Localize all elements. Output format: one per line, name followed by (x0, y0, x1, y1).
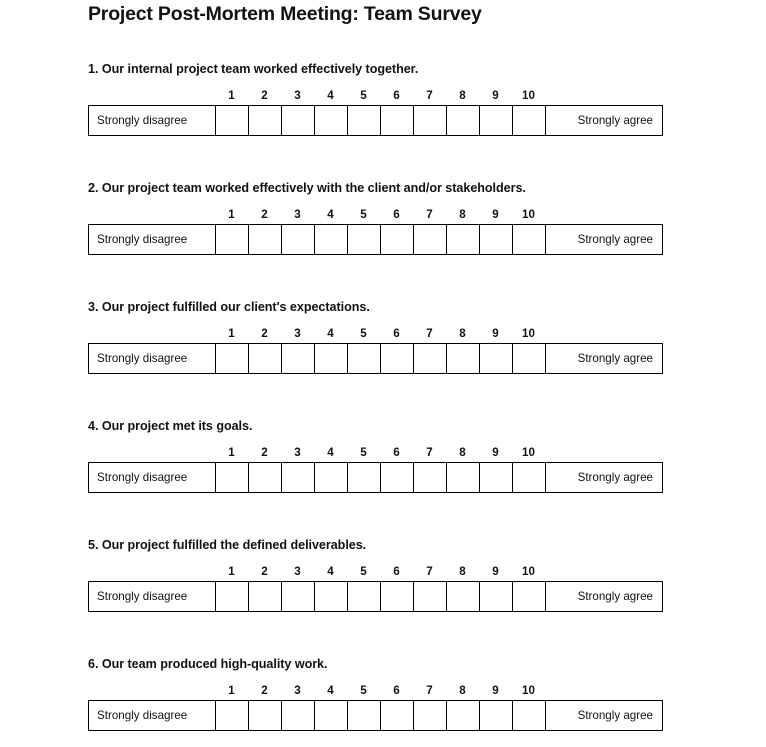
scale-number-label: 2 (261, 446, 268, 459)
question-text: 4. Our project met its goals. (88, 419, 253, 433)
rating-checkbox-cell-7[interactable] (414, 225, 447, 254)
scale-number-label: 1 (228, 327, 235, 340)
rating-checkbox-cell-6[interactable] (381, 701, 414, 730)
scale-number-label: 9 (492, 327, 499, 340)
rating-checkbox-cell-4[interactable] (315, 701, 348, 730)
scale-number-label: 1 (228, 89, 235, 102)
scale-number-label: 6 (393, 684, 400, 697)
scale-number-label: 5 (360, 446, 367, 459)
rating-checkbox-cell-8[interactable] (447, 701, 480, 730)
scale-number-label: 3 (294, 89, 301, 102)
scale-number-label: 6 (393, 446, 400, 459)
scale-number-label: 3 (294, 327, 301, 340)
likert-scale-row (88, 343, 663, 374)
scale-number-label: 10 (522, 89, 535, 102)
rating-checkbox-cell-2[interactable] (249, 463, 282, 492)
scale-number-label: 9 (492, 446, 499, 459)
rating-checkbox-cell-9[interactable] (480, 106, 513, 135)
rating-checkbox-cell-3[interactable] (282, 344, 315, 373)
rating-checkbox-cell-10[interactable] (513, 106, 546, 135)
rating-checkbox-cell-10[interactable] (513, 463, 546, 492)
scale-number-label: 2 (261, 565, 268, 578)
scale-number-label: 2 (261, 208, 268, 221)
question-text: 6. Our team produced high-quality work. (88, 657, 328, 671)
rating-checkbox-cell-3[interactable] (282, 106, 315, 135)
scale-number-label: 9 (492, 89, 499, 102)
rating-checkbox-cell-8[interactable] (447, 463, 480, 492)
strongly-agree-label: Strongly agree (577, 709, 653, 722)
rating-checkbox-cell-2[interactable] (249, 225, 282, 254)
rating-checkbox-cell-2[interactable] (249, 701, 282, 730)
rating-checkbox-cell-3[interactable] (282, 463, 315, 492)
scale-number-label: 3 (294, 684, 301, 697)
rating-checkbox-cell-2[interactable] (249, 344, 282, 373)
rating-checkbox-cell-3[interactable] (282, 582, 315, 611)
question-block (88, 61, 664, 136)
scale-number-label: 8 (459, 565, 466, 578)
question-block (88, 418, 664, 493)
scale-number-label: 5 (360, 684, 367, 697)
scale-number-label: 2 (261, 684, 268, 697)
question-block (88, 299, 664, 374)
likert-scale-row (88, 700, 663, 731)
scale-number-label: 4 (327, 208, 334, 221)
scale-number-label: 6 (393, 89, 400, 102)
rating-checkbox-cell-2[interactable] (249, 106, 282, 135)
scale-number-label: 3 (294, 565, 301, 578)
scale-number-label: 8 (459, 208, 466, 221)
scale-number-label: 6 (393, 565, 400, 578)
rating-checkbox-cell-1[interactable] (216, 701, 249, 730)
scale-number-row (88, 325, 664, 342)
scale-number-row (88, 444, 664, 461)
question-block (88, 656, 664, 731)
strongly-agree-label: Strongly agree (577, 352, 653, 365)
rating-checkbox-cell-6[interactable] (381, 582, 414, 611)
rating-checkbox-cell-7[interactable] (414, 463, 447, 492)
scale-number-label: 10 (522, 446, 535, 459)
rating-checkbox-cell-6[interactable] (381, 344, 414, 373)
scale-number-label: 10 (522, 208, 535, 221)
scale-number-label: 9 (492, 208, 499, 221)
rating-checkbox-cell-7[interactable] (414, 344, 447, 373)
rating-checkbox-cell-2[interactable] (249, 582, 282, 611)
likert-scale-row (88, 462, 663, 493)
page-title: Project Post-Mortem Meeting: Team Survey (88, 3, 482, 25)
strongly-disagree-label: Strongly disagree (89, 344, 216, 373)
scale-number-label: 6 (393, 327, 400, 340)
rating-checkbox-cell-10[interactable] (513, 701, 546, 730)
rating-checkbox-cell-1[interactable] (216, 106, 249, 135)
rating-checkbox-cell-8[interactable] (447, 582, 480, 611)
rating-checkbox-cell-9[interactable] (480, 344, 513, 373)
scale-number-label: 7 (426, 208, 433, 221)
rating-checkbox-cell-4[interactable] (315, 582, 348, 611)
scale-number-label: 5 (360, 565, 367, 578)
rating-checkbox-cell-8[interactable] (447, 106, 480, 135)
rating-checkbox-cell-8[interactable] (447, 344, 480, 373)
rating-checkbox-cell-4[interactable] (315, 106, 348, 135)
rating-checkbox-cell-5[interactable] (348, 582, 381, 611)
scale-number-row (88, 682, 664, 699)
scale-number-label: 10 (522, 684, 535, 697)
strongly-disagree-label: Strongly disagree (89, 106, 216, 135)
question-text: 5. Our project fulfilled the defined deliverables. (88, 538, 367, 552)
rating-checkbox-cell-9[interactable] (480, 701, 513, 730)
scale-number-label: 2 (261, 327, 268, 340)
scale-number-label: 1 (228, 208, 235, 221)
question-text: 1. Our internal project team worked effectively together. (88, 62, 419, 76)
rating-checkbox-cell-9[interactable] (480, 225, 513, 254)
rating-checkbox-cell-1[interactable] (216, 225, 249, 254)
rating-checkbox-cell-7[interactable] (414, 701, 447, 730)
scale-number-label: 7 (426, 565, 433, 578)
rating-checkbox-cell-1[interactable] (216, 344, 249, 373)
scale-number-label: 8 (459, 684, 466, 697)
scale-number-label: 5 (360, 208, 367, 221)
rating-checkbox-cell-6[interactable] (381, 463, 414, 492)
rating-checkbox-cell-5[interactable] (348, 106, 381, 135)
question-text: 3. Our project fulfilled our client's expectations. (88, 300, 370, 314)
scale-number-label: 7 (426, 446, 433, 459)
strongly-agree-label: Strongly agree (577, 114, 653, 127)
scale-number-label: 8 (459, 446, 466, 459)
scale-number-label: 1 (228, 684, 235, 697)
scale-number-label: 7 (426, 89, 433, 102)
question-text: 2. Our project team worked effectively with the client and/or stakeholders. (88, 181, 526, 195)
scale-number-label: 5 (360, 89, 367, 102)
scale-number-label: 8 (459, 327, 466, 340)
rating-checkbox-cell-10[interactable] (513, 344, 546, 373)
rating-checkbox-cell-1[interactable] (216, 582, 249, 611)
rating-checkbox-cell-3[interactable] (282, 225, 315, 254)
scale-number-label: 4 (327, 565, 334, 578)
strongly-agree-label: Strongly agree (577, 590, 653, 603)
strongly-agree-label: Strongly agree (577, 471, 653, 484)
rating-checkbox-cell-5[interactable] (348, 344, 381, 373)
rating-checkbox-cell-4[interactable] (315, 225, 348, 254)
rating-checkbox-cell-6[interactable] (381, 106, 414, 135)
scale-number-label: 4 (327, 327, 334, 340)
scale-number-label: 5 (360, 327, 367, 340)
strongly-disagree-label: Strongly disagree (89, 701, 216, 730)
rating-checkbox-cell-9[interactable] (480, 463, 513, 492)
rating-checkbox-cell-4[interactable] (315, 344, 348, 373)
rating-checkbox-cell-10[interactable] (513, 582, 546, 611)
scale-number-row (88, 87, 664, 104)
rating-checkbox-cell-5[interactable] (348, 463, 381, 492)
question-block (88, 537, 664, 612)
likert-scale-row (88, 581, 663, 612)
rating-checkbox-cell-4[interactable] (315, 463, 348, 492)
question-block (88, 180, 664, 255)
strongly-agree-label: Strongly agree (577, 233, 653, 246)
strongly-disagree-label: Strongly disagree (89, 582, 216, 611)
rating-checkbox-cell-7[interactable] (414, 106, 447, 135)
strongly-disagree-label: Strongly disagree (89, 463, 216, 492)
rating-checkbox-cell-5[interactable] (348, 701, 381, 730)
scale-number-label: 3 (294, 208, 301, 221)
scale-number-label: 7 (426, 327, 433, 340)
scale-number-label: 7 (426, 684, 433, 697)
rating-checkbox-cell-1[interactable] (216, 463, 249, 492)
rating-checkbox-cell-10[interactable] (513, 225, 546, 254)
likert-scale-row (88, 224, 663, 255)
scale-number-label: 1 (228, 565, 235, 578)
likert-scale-row (88, 105, 663, 136)
rating-checkbox-cell-8[interactable] (447, 225, 480, 254)
scale-number-label: 6 (393, 208, 400, 221)
rating-checkbox-cell-7[interactable] (414, 582, 447, 611)
rating-checkbox-cell-9[interactable] (480, 582, 513, 611)
scale-number-label: 10 (522, 565, 535, 578)
scale-number-row (88, 563, 664, 580)
rating-checkbox-cell-3[interactable] (282, 701, 315, 730)
scale-number-label: 4 (327, 89, 334, 102)
scale-number-label: 1 (228, 446, 235, 459)
scale-number-label: 4 (327, 446, 334, 459)
rating-checkbox-cell-6[interactable] (381, 225, 414, 254)
strongly-disagree-label: Strongly disagree (89, 225, 216, 254)
scale-number-row (88, 206, 664, 223)
scale-number-label: 10 (522, 327, 535, 340)
scale-number-label: 2 (261, 89, 268, 102)
scale-number-label: 4 (327, 684, 334, 697)
rating-checkbox-cell-5[interactable] (348, 225, 381, 254)
scale-number-label: 8 (459, 89, 466, 102)
scale-number-label: 9 (492, 565, 499, 578)
scale-number-label: 3 (294, 446, 301, 459)
scale-number-label: 9 (492, 684, 499, 697)
